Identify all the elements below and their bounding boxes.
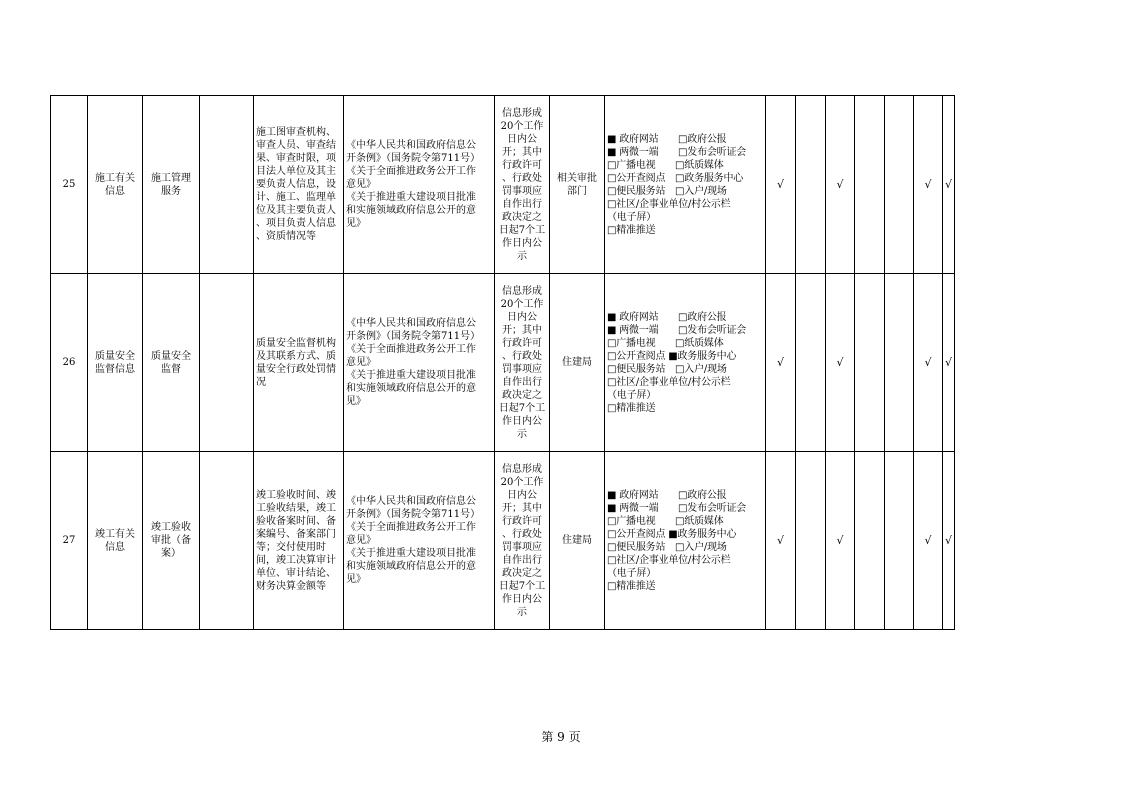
channel-option: □便民服务站 □入户/现场 — [607, 185, 727, 197]
channel-option: ■ 政府网站 □政府公报 — [607, 489, 727, 501]
basis-cell: 《中华人民共和国政府信息公 开条例》（国务院令第711号） 《关于全面推进政务公开工作 意见》 《关于推进重大建设项目批准 和实施领域政府信息公开的意 见》 — [344, 452, 495, 630]
timeframe-cell: 信息形成 20个工作 日内公 开；其中 行政许可 、行政处 罚事项应 自作出行 政决定之 日起7个工 作日内公 示 — [495, 274, 550, 452]
table-row — [51, 452, 955, 630]
check-cell — [855, 452, 885, 630]
channel-option: □社区/企事业单位/村公示栏 — [607, 554, 731, 566]
channel-option: □精准推送 — [607, 580, 656, 592]
channel-option: ■ 政府网站 □政府公报 — [607, 133, 727, 145]
subject-cell: 相关审批 部门 — [550, 96, 605, 274]
check-cell: √ — [943, 96, 955, 274]
channel-option: □公开查阅点 ■政务服务中心 — [607, 528, 737, 540]
row-number: 26 — [51, 274, 88, 452]
table-row — [51, 96, 955, 274]
check-cell: √ — [766, 452, 796, 630]
channel-option: □精准推送 — [607, 224, 656, 236]
content-cell: 质量安全监督机构 及其联系方式、质 量安全行政处罚情 况 — [254, 274, 344, 452]
channel-option: □公开查阅点 □政务服务中心 — [607, 172, 744, 184]
channels-cell — [605, 274, 766, 452]
channels-cell — [605, 96, 766, 274]
blank-cell — [200, 452, 254, 630]
channels-cell — [605, 452, 766, 630]
channel-option: ■ 两微一端 □发布会听证会 — [607, 502, 747, 514]
page-number: 第 9 页 — [541, 730, 581, 744]
row-number: 27 — [51, 452, 88, 630]
channel-option: □广播电视 □纸质媒体 — [607, 337, 724, 349]
check-cell — [885, 96, 914, 274]
check-cell: √ — [914, 96, 943, 274]
check-cell — [885, 274, 914, 452]
check-cell: √ — [914, 452, 943, 630]
check-cell: √ — [766, 96, 796, 274]
check-cell: √ — [826, 274, 855, 452]
channel-option: □社区/企事业单位/村公示栏 — [607, 376, 731, 388]
channel-option: □社区/企事业单位/村公示栏 — [607, 198, 731, 210]
category-cell: 质量安全 监督信息 — [88, 274, 143, 452]
channel-option: □便民服务站 □入户/现场 — [607, 541, 727, 553]
row-number: 25 — [51, 96, 88, 274]
blank-cell — [200, 96, 254, 274]
disclosure-table — [50, 95, 955, 630]
channel-option: ■ 政府网站 □政府公报 — [607, 311, 727, 323]
check-cell — [855, 274, 885, 452]
check-cell: √ — [826, 96, 855, 274]
channel-option: （电子屏） — [607, 211, 656, 223]
content-cell: 竣工验收时间、竣 工验收结果，竣工 验收备案时间、备 案编号、备案部门 等；交付使用时 间，竣工决算审计 单位、审计结论、 财务决算金额等 — [254, 452, 344, 630]
channel-option: □公开查阅点 ■政务服务中心 — [607, 350, 737, 362]
subcategory-cell: 施工管理 服务 — [143, 96, 200, 274]
category-cell: 竣工有关 信息 — [88, 452, 143, 630]
subcategory-cell: 竣工验收 审批（备 案） — [143, 452, 200, 630]
channel-option: ■ 两微一端 □发布会听证会 — [607, 324, 747, 336]
channel-option: ■ 两微一端 □发布会听证会 — [607, 146, 747, 158]
table-body — [51, 96, 955, 630]
subject-cell: 住建局 — [550, 274, 605, 452]
check-cell — [885, 452, 914, 630]
channel-option: □便民服务站 □入户/现场 — [607, 363, 727, 375]
channel-option: □广播电视 □纸质媒体 — [607, 515, 724, 527]
blank-cell — [200, 274, 254, 452]
check-cell — [796, 452, 826, 630]
category-cell: 施工有关 信息 — [88, 96, 143, 274]
check-cell: √ — [766, 274, 796, 452]
check-cell — [855, 96, 885, 274]
check-cell: √ — [826, 452, 855, 630]
basis-cell: 《中华人民共和国政府信息公 开条例》（国务院令第711号） 《关于全面推进政务公开工作 意见》 《关于推进重大建设项目批准 和实施领域政府信息公开的意 见》 — [344, 96, 495, 274]
channel-option: □精准推送 — [607, 402, 656, 414]
check-cell — [796, 96, 826, 274]
channel-option: （电子屏） — [607, 567, 656, 579]
check-cell: √ — [943, 274, 955, 452]
check-cell — [796, 274, 826, 452]
timeframe-cell: 信息形成 20个工作 日内公 开；其中 行政许可 、行政处 罚事项应 自作出行 政决定之 日起7个工 作日内公 示 — [495, 96, 550, 274]
table-row — [51, 274, 955, 452]
subject-cell: 住建局 — [550, 452, 605, 630]
subcategory-cell: 质量安全 监督 — [143, 274, 200, 452]
check-cell: √ — [943, 452, 955, 630]
check-cell: √ — [914, 274, 943, 452]
channel-option: （电子屏） — [607, 389, 656, 401]
content-cell: 施工图审查机构、 审查人员、审查结 果、审查时限，项 目法人单位及其主 要负责人信息，设 计、施工、监理单 位及其主要负责人 、项目负责人信息 、资质情况等 — [254, 96, 344, 274]
channel-option: □广播电视 □纸质媒体 — [607, 159, 724, 171]
basis-cell: 《中华人民共和国政府信息公 开条例》（国务院令第711号） 《关于全面推进政务公开工作 意见》 《关于推进重大建设项目批准 和实施领域政府信息公开的意 见》 — [344, 274, 495, 452]
timeframe-cell: 信息形成 20个工作 日内公 开；其中 行政许可 、行政处 罚事项应 自作出行 政决定之 日起7个工 作日内公 示 — [495, 452, 550, 630]
